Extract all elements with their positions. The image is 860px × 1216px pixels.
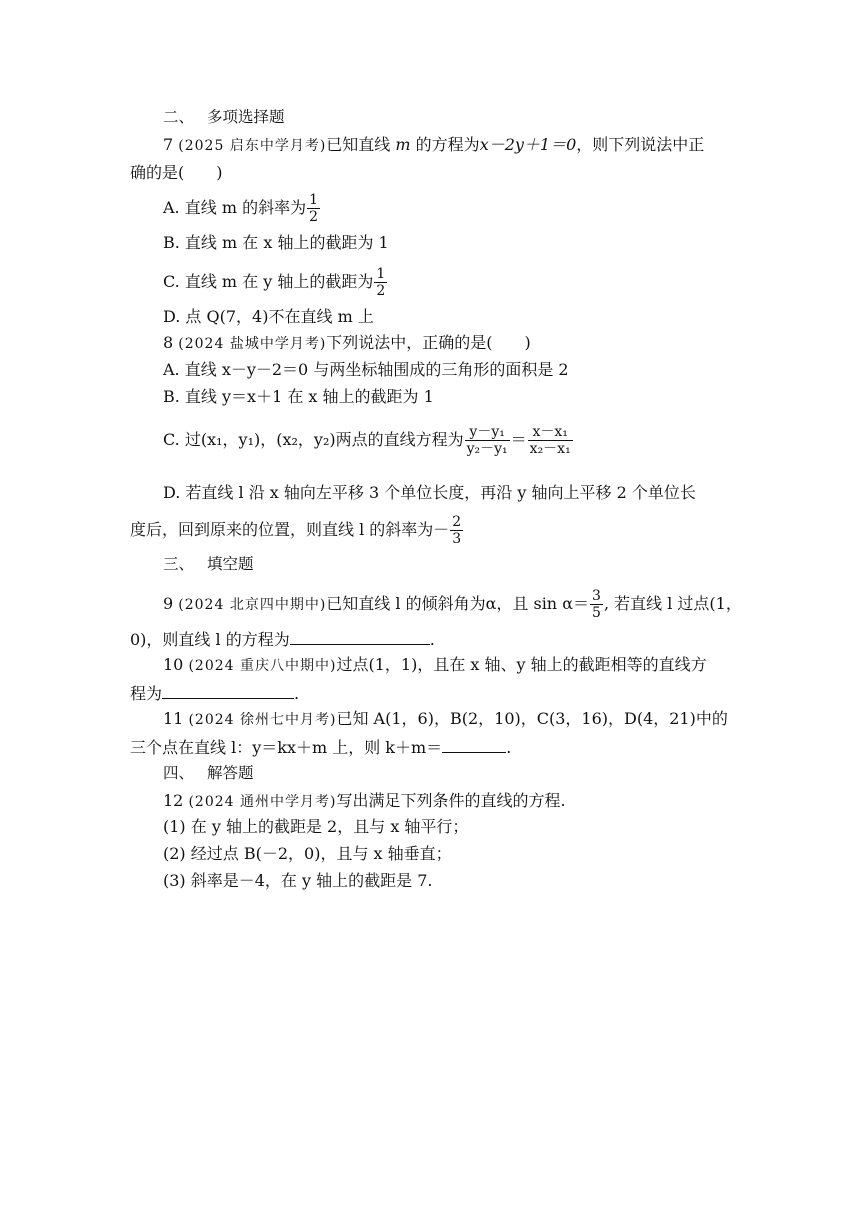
answer-blank[interactable] (290, 628, 430, 645)
question-11-stem: 11 (2024 徐州七中月考)已知 A(1，6)，B(2，10)，C(3，16)，D(4，21)中的 (163, 709, 728, 728)
question-12-part-2: (2) 经过点 B(－2，0)，且与 x 轴垂直； (163, 844, 452, 863)
section-number: 二、 (163, 108, 195, 126)
question-source: (2024 盐城中学月考) (178, 336, 327, 352)
question-8-option-b: B. 直线 y＝x＋1 在 x 轴上的截距为 1 (163, 387, 434, 406)
question-11-stem-wrap: 三个点在直线 l：y＝kx＋m 上，则 k＋m＝ . (130, 738, 512, 757)
question-9-stem-wrap: 0)，则直线 l 的方程为 . (130, 630, 435, 649)
question-12-part-1: (1) 在 y 轴上的截距是 2，且与 x 轴平行； (163, 817, 469, 836)
question-source: (2025 启东中学月考) (178, 138, 327, 154)
section-heading-fill-in: 三、 填空题 (163, 555, 254, 573)
question-source: (2024 徐州七中月考) (188, 712, 337, 728)
fraction: $\frac{2}{3}$ (452, 514, 462, 547)
fraction: $\frac{1}{2}$ (309, 192, 318, 225)
question-8-option-a: A. 直线 x－y－2＝0 与两坐标轴围成的三角形的面积是 2 (163, 360, 569, 379)
answer-blank[interactable] (162, 682, 294, 699)
question-12-part-3: (3) 斜率是－4，在 y 轴上的截距是 7. (163, 871, 433, 890)
question-source: (2024 北京四中期中) (178, 597, 327, 613)
question-7-stem-wrap: 确的是( ) (130, 163, 223, 182)
question-10-stem: 10 (2024 重庆八中期中)过点(1，1)，且在 x 轴、y 轴上的截距相等的直线方 (163, 655, 707, 674)
question-source: (2024 通州中学月考) (188, 794, 337, 810)
fraction: $\frac{1}{2}$ (376, 266, 386, 299)
section-title: 多项选择题 (207, 108, 285, 126)
question-7-option-d: D. 点 Q(7，4)不在直线 m 上 (163, 307, 374, 326)
question-8-option-d: D. 若直线 l 沿 x 轴向左平移 3 个单位长度，再沿 y 轴向上平移 2 个单位长 (163, 483, 696, 502)
question-12-stem: 12 (2024 通州中学月考)写出满足下列条件的直线的方程. (163, 791, 566, 810)
question-8-option-c: C. 过(x₁，y₁)，(x₂，y₂)两点的直线方程为 $\frac{\text{y－y₁}}{\text{y₂－y₁}}$ ＝ $\frac{\text{x－x₁}}{\text{x₂－x₁}}$ (163, 424, 571, 457)
fraction: $\frac{\text{y－y₁}}{\text{y₂－y₁}}$ (466, 424, 508, 457)
question-8-stem: 8 (2024 盐城中学月考)下列说法中，正确的是( ) (163, 333, 531, 352)
question-10-stem-wrap: 程为 . (130, 684, 300, 703)
section-heading-multiple-choice (163, 106, 763, 128)
question-7-stem: 7 (2025 启东中学月考)已知直线 m 的方程为x－2y＋1＝0，则下列说法中正 (163, 135, 705, 154)
fraction: $\frac{3}{5}$ (592, 588, 601, 621)
section-heading-free-response: 四、 解答题 (163, 764, 254, 782)
question-source: (2024 重庆八中期中) (188, 658, 337, 674)
fraction: $\frac{\text{x－x₁}}{\text{x₂－x₁}}$ (529, 424, 571, 457)
question-7-option-a: A. 直线 m 的斜率为 $\frac{1}{2}$ (163, 192, 318, 225)
question-7-option-b: B. 直线 m 在 x 轴上的截距为 1 (163, 233, 389, 252)
question-7-option-c: C. 直线 m 在 y 轴上的截距为 $\frac{1}{2}$ (163, 266, 386, 299)
answer-blank[interactable] (442, 736, 506, 753)
question-8-option-d-wrap: 度后，回到原来的位置，则直线 l 的斜率为－ $\frac{2}{3}$ (130, 514, 462, 547)
question-9-stem: 9 (2024 北京四中期中)已知直线 l 的倾斜角为α，且 sin α＝ $\frac{3}{5}$ , 若直线 l 过点(1， (163, 588, 742, 621)
